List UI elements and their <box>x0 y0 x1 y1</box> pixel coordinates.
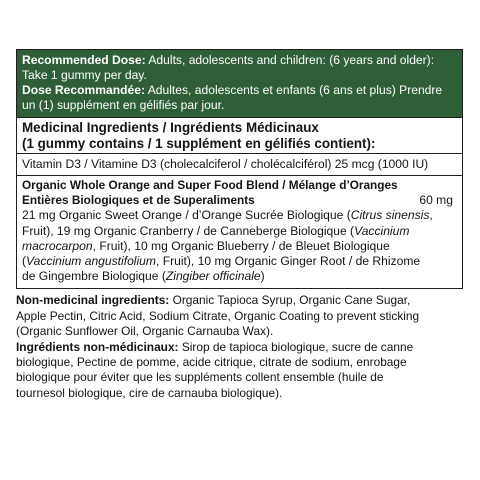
vitamin-d3-row: Vitamin D3 / Vitamine D3 (cholecalciferol / cholécalciférol) 25 mcg (1000 IU) <box>17 154 462 176</box>
blend-l4-latin: Vaccinium angustifolium <box>26 254 156 269</box>
blend-line-1 <box>22 208 457 223</box>
blend-l4-open: ( <box>22 254 27 269</box>
non-med-fr-text-4: tournesol biologique, cire de carnauba biologique). <box>16 385 283 400</box>
dose-en-line-1 <box>22 53 458 68</box>
blend-line-4 <box>22 254 457 269</box>
blend-amount: 60 mg <box>419 193 453 208</box>
non-med-fr-text-2: biologique, Pectine de pomme, acide citrique, citrate de sodium, enrobage <box>16 355 407 370</box>
blend-l5-latin: Zingiber officinale <box>165 269 261 284</box>
recommended-dose-panel <box>16 49 463 117</box>
blend-l1-end: , <box>429 208 433 223</box>
dose-fr-text-2: un (1) supplément en gélifiés par jour. <box>22 98 225 112</box>
medicinal-heading-1: Medicinal Ingredients / Ingrédients Médicinaux <box>22 120 319 135</box>
medicinal-heading <box>17 118 462 154</box>
non-med-en-text-3: (Organic Sunflower Oil, Organic Carnauba Wax). <box>16 324 274 339</box>
blend-line-5 <box>22 269 457 284</box>
dose-en-label: Recommended Dose: <box>22 53 146 67</box>
non-med-fr-text-3: biologique pour éviter que les suppléments collent ensemble (huile de <box>16 370 384 385</box>
blend-l5-close: ) <box>260 269 265 284</box>
non-med-en-text-2: Apple Pectin, Citric Acid, Sodium Citrate, Organic Coating to prevent sticking <box>16 308 420 323</box>
dose-en-text-2: Take 1 gummy per day. <box>22 68 147 82</box>
blend-line-3 <box>22 239 457 254</box>
blend-l1-text: 21 mg Organic Sweet Orange / d’Orange Sucrée Biologique ( <box>22 208 351 223</box>
blend-title-1: Organic Whole Orange and Super Food Blend / Mélange d’Oranges <box>22 178 398 192</box>
dose-fr-line-1 <box>22 83 458 98</box>
blend-title-row <box>22 193 457 208</box>
superfood-blend <box>17 176 462 288</box>
blend-l1-latin: Citrus sinensis <box>350 208 430 223</box>
non-med-en-line-1 <box>16 293 463 308</box>
non-med-en-text-1: Organic Tapioca Syrup, Organic Cane Sugar, <box>169 293 411 308</box>
dose-en-text-1: Adults, adolescents and children: (6 years and older): <box>148 53 435 67</box>
supplement-facts-label <box>16 49 463 401</box>
medicinal-heading-2: (1 gummy contains / 1 supplément en gélifiés contient): <box>22 135 376 151</box>
blend-l3-latin: macrocarpon <box>22 238 93 253</box>
dose-fr-text-1: Adultes, adolescents et enfants (6 ans et plus) Prendre <box>147 83 443 97</box>
non-med-fr-line-1 <box>16 340 463 355</box>
blend-title-2: Entières Biologiques et de Superaliments <box>22 193 255 208</box>
blend-l2-latin: Vaccinium <box>354 223 410 238</box>
medicinal-ingredients-box <box>16 117 463 289</box>
blend-l5-text: de Gingembre Biologique ( <box>22 269 166 284</box>
non-med-en-label: Non-medicinal ingredients: <box>16 293 170 308</box>
blend-l2-text: Fruit), 19 mg Organic Cranberry / de Canneberge Biologique ( <box>22 223 355 238</box>
dose-fr-label: Dose Recommandée: <box>22 83 145 97</box>
non-medicinal-ingredients <box>16 289 463 401</box>
blend-l3-text: , Fruit), 10 mg Organic Blueberry / de Bleuet Biologique <box>92 238 390 253</box>
blend-line-2 <box>22 224 457 239</box>
non-med-fr-label: Ingrédients non-médicinaux: <box>16 339 179 354</box>
non-med-fr-text-1: Sirop de tapioca biologique, sucre de canne <box>178 339 414 354</box>
blend-l4-text: , Fruit), 10 mg Organic Ginger Root / de Rhizome <box>156 254 421 269</box>
